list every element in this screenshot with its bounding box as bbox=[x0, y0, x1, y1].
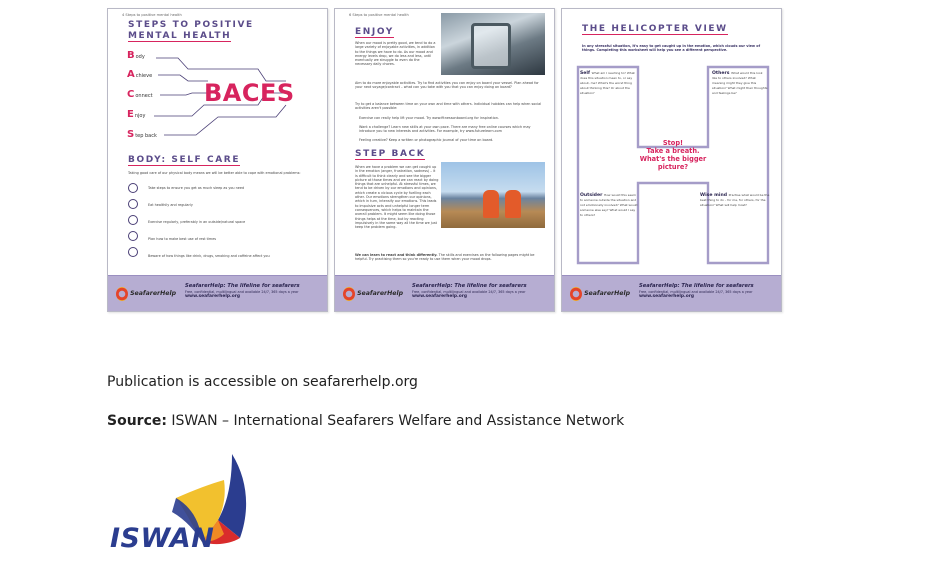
helicopter-intro: In any stressful situation, it's easy to get caught up in the emotion, which clouds our view of things. Completing this worksheet will help you see a different perspective. bbox=[582, 44, 761, 53]
baces-body: Body bbox=[127, 50, 145, 61]
enjoy-bullet: Feeling creative? Keep a written or photographic journal of your time on board. bbox=[359, 138, 494, 142]
iswan-wordmark: ISWAN bbox=[110, 523, 215, 554]
lifebuoy-icon bbox=[343, 287, 355, 301]
warning-icon bbox=[128, 247, 138, 257]
baces-connect: Connect bbox=[127, 89, 153, 100]
baces-achieve: Achieve bbox=[127, 69, 153, 80]
enjoy-bullet: Exercise can really help lift your mood. Try www.fitnessonboard.org for inspiration. bbox=[359, 116, 499, 120]
enjoy-text: When our mood is pretty good, we tend to do a large variety of enjoyable activities, in addition to the things we have to do. As our mood and energy levels drop, we do less and less, until eventually we struggle to even do the necessary daily chores. bbox=[355, 41, 436, 67]
step-back-text: When we have a problem we can get caught up in the emotion (anger, frustration, sadness) – it is difficult to think clearly and see the bigger picture at those times and we can react by doing things that are unhelpful. At stressful times, we tend to be driven by our emotions and opinions, which create a vicious cycle by fuelling each other. Our emotions strengthen our opinions, which in turn, intensify our emotions. This leads to impulsive acts and unhelpful longer term consequences, which helps to maintain the overall problem. It might seem like doing those things helps at the time, but by reacting impulsively in the same way all the time we just keep the problem going. bbox=[355, 165, 439, 230]
seafarerhelp-logo: SeafarerHelp bbox=[570, 283, 630, 304]
outsider-box: Outsider How would this seem to someone outside the situation and not emotionally involved? What would someone else say? What would I say to others? bbox=[580, 193, 638, 217]
page-number: 4 Steps to positive mental health bbox=[122, 13, 182, 17]
sleep-icon bbox=[128, 183, 138, 193]
enjoy-text-2: Aim to do more enjoyable activities. Try to find activities you can enjoy on board your vessel. Plan ahead for your next voyage/contract – what can you take with you that you can enjoy doing on board? bbox=[355, 81, 539, 90]
footer-tagline: SeafarerHelp: The lifeline for seafarers bbox=[412, 283, 527, 289]
seafarerhelp-logo: SeafarerHelp bbox=[343, 283, 403, 304]
publication-page-1 bbox=[107, 8, 328, 312]
stop-breath-prompt: Stop! Take a breath. What's the bigger picture? bbox=[639, 139, 707, 171]
others-box: Others What would this look like to others involved? What meaning might they give this situation? What might their thoughts and feelings be? bbox=[712, 71, 768, 95]
baces-enjoy: Enjoy bbox=[127, 109, 146, 120]
baces-acronym: BACES bbox=[204, 79, 295, 107]
rest-icon bbox=[128, 231, 138, 241]
publication-note: Publication is accessible on seafarerhelp.org bbox=[107, 374, 418, 390]
footer-tagline: SeafarerHelp: The lifeline for seafarers bbox=[185, 283, 300, 289]
source-credit: Source: ISWAN – International Seafarers Welfare and Assistance Network bbox=[107, 413, 625, 429]
apple-icon bbox=[128, 199, 138, 209]
footer-url: www.seafarerhelp.org bbox=[639, 294, 695, 300]
enjoy-title: ENJOY bbox=[355, 27, 394, 37]
helicopter-view-title: THE HELICOPTER VIEW bbox=[582, 24, 728, 34]
photo-ship-bridge bbox=[441, 13, 545, 75]
body-item: Eat healthily and regularly bbox=[148, 203, 193, 207]
lifebuoy-icon bbox=[116, 287, 128, 301]
steps-title-line1: STEPS TO POSITIVE bbox=[128, 20, 254, 30]
enjoy-bullet: Want a challenge? Learn new skills at your own pace. There are many free online courses which may introduce you to new interests and activities. For example, try www.futurelearn.com bbox=[359, 125, 531, 134]
page-footer bbox=[562, 275, 781, 311]
footer-url: www.seafarerhelp.org bbox=[412, 294, 468, 300]
body-intro: Taking good care of our physical body means we will be better able to cope with emotional problems: bbox=[128, 171, 301, 175]
page-footer bbox=[108, 275, 327, 311]
photo-seafarers bbox=[441, 162, 545, 228]
footer-sub: Free, confidential, multilingual and available 24/7, 365 days a year bbox=[185, 290, 299, 294]
page-number: 6 Steps to positive mental health bbox=[349, 13, 409, 17]
footer-tagline: SeafarerHelp: The lifeline for seafarers bbox=[639, 283, 754, 289]
footer-sub: Free, confidential, multilingual and available 24/7, 365 days a year bbox=[639, 290, 753, 294]
self-box: Self What am I reacting to? What does this situation mean to, or say about, me? What's the worst thing about thinking this? Or about the situation? bbox=[580, 71, 635, 95]
publication-page-3 bbox=[561, 8, 782, 312]
seafarerhelp-logo: SeafarerHelp bbox=[116, 283, 176, 304]
exercise-icon bbox=[128, 215, 138, 225]
body-item: Plan how to make best use of rest times bbox=[148, 237, 217, 241]
page-footer bbox=[335, 275, 554, 311]
publication-page-2 bbox=[334, 8, 555, 312]
lifebuoy-icon bbox=[570, 287, 582, 301]
step-back-title: STEP BACK bbox=[355, 149, 426, 159]
footer-sub: Free, confidential, multilingual and available 24/7, 365 days a year bbox=[412, 290, 526, 294]
body-item: Beware of how things like drink, drugs, smoking and caffeine affect you bbox=[148, 254, 270, 258]
steps-title-line2: MENTAL HEALTH bbox=[128, 31, 232, 41]
enjoy-text-3: Try to get a balance between time on your own and time with others. Individual hobbies can help when social activities aren't possible: bbox=[355, 102, 542, 111]
body-item: Exercise regularly, preferably in an outside/natural space bbox=[148, 220, 246, 224]
step-back-conclusion: We can learn to react and think differently. The skills and exercises on the following pages might be helpful. Try practising them so you're ready to use them when your mood drops. bbox=[355, 253, 535, 262]
wise-mind-box: Wise mind Practise what would be the best thing to do – for me, for others, for the situation? What will help most? bbox=[700, 193, 770, 207]
body-item: Take steps to ensure you get as much sleep as you need bbox=[148, 186, 245, 190]
body-self-care-title: BODY: SELF CARE bbox=[128, 155, 241, 165]
baces-step-back: Step back bbox=[127, 129, 157, 140]
footer-url: www.seafarerhelp.org bbox=[185, 294, 241, 300]
